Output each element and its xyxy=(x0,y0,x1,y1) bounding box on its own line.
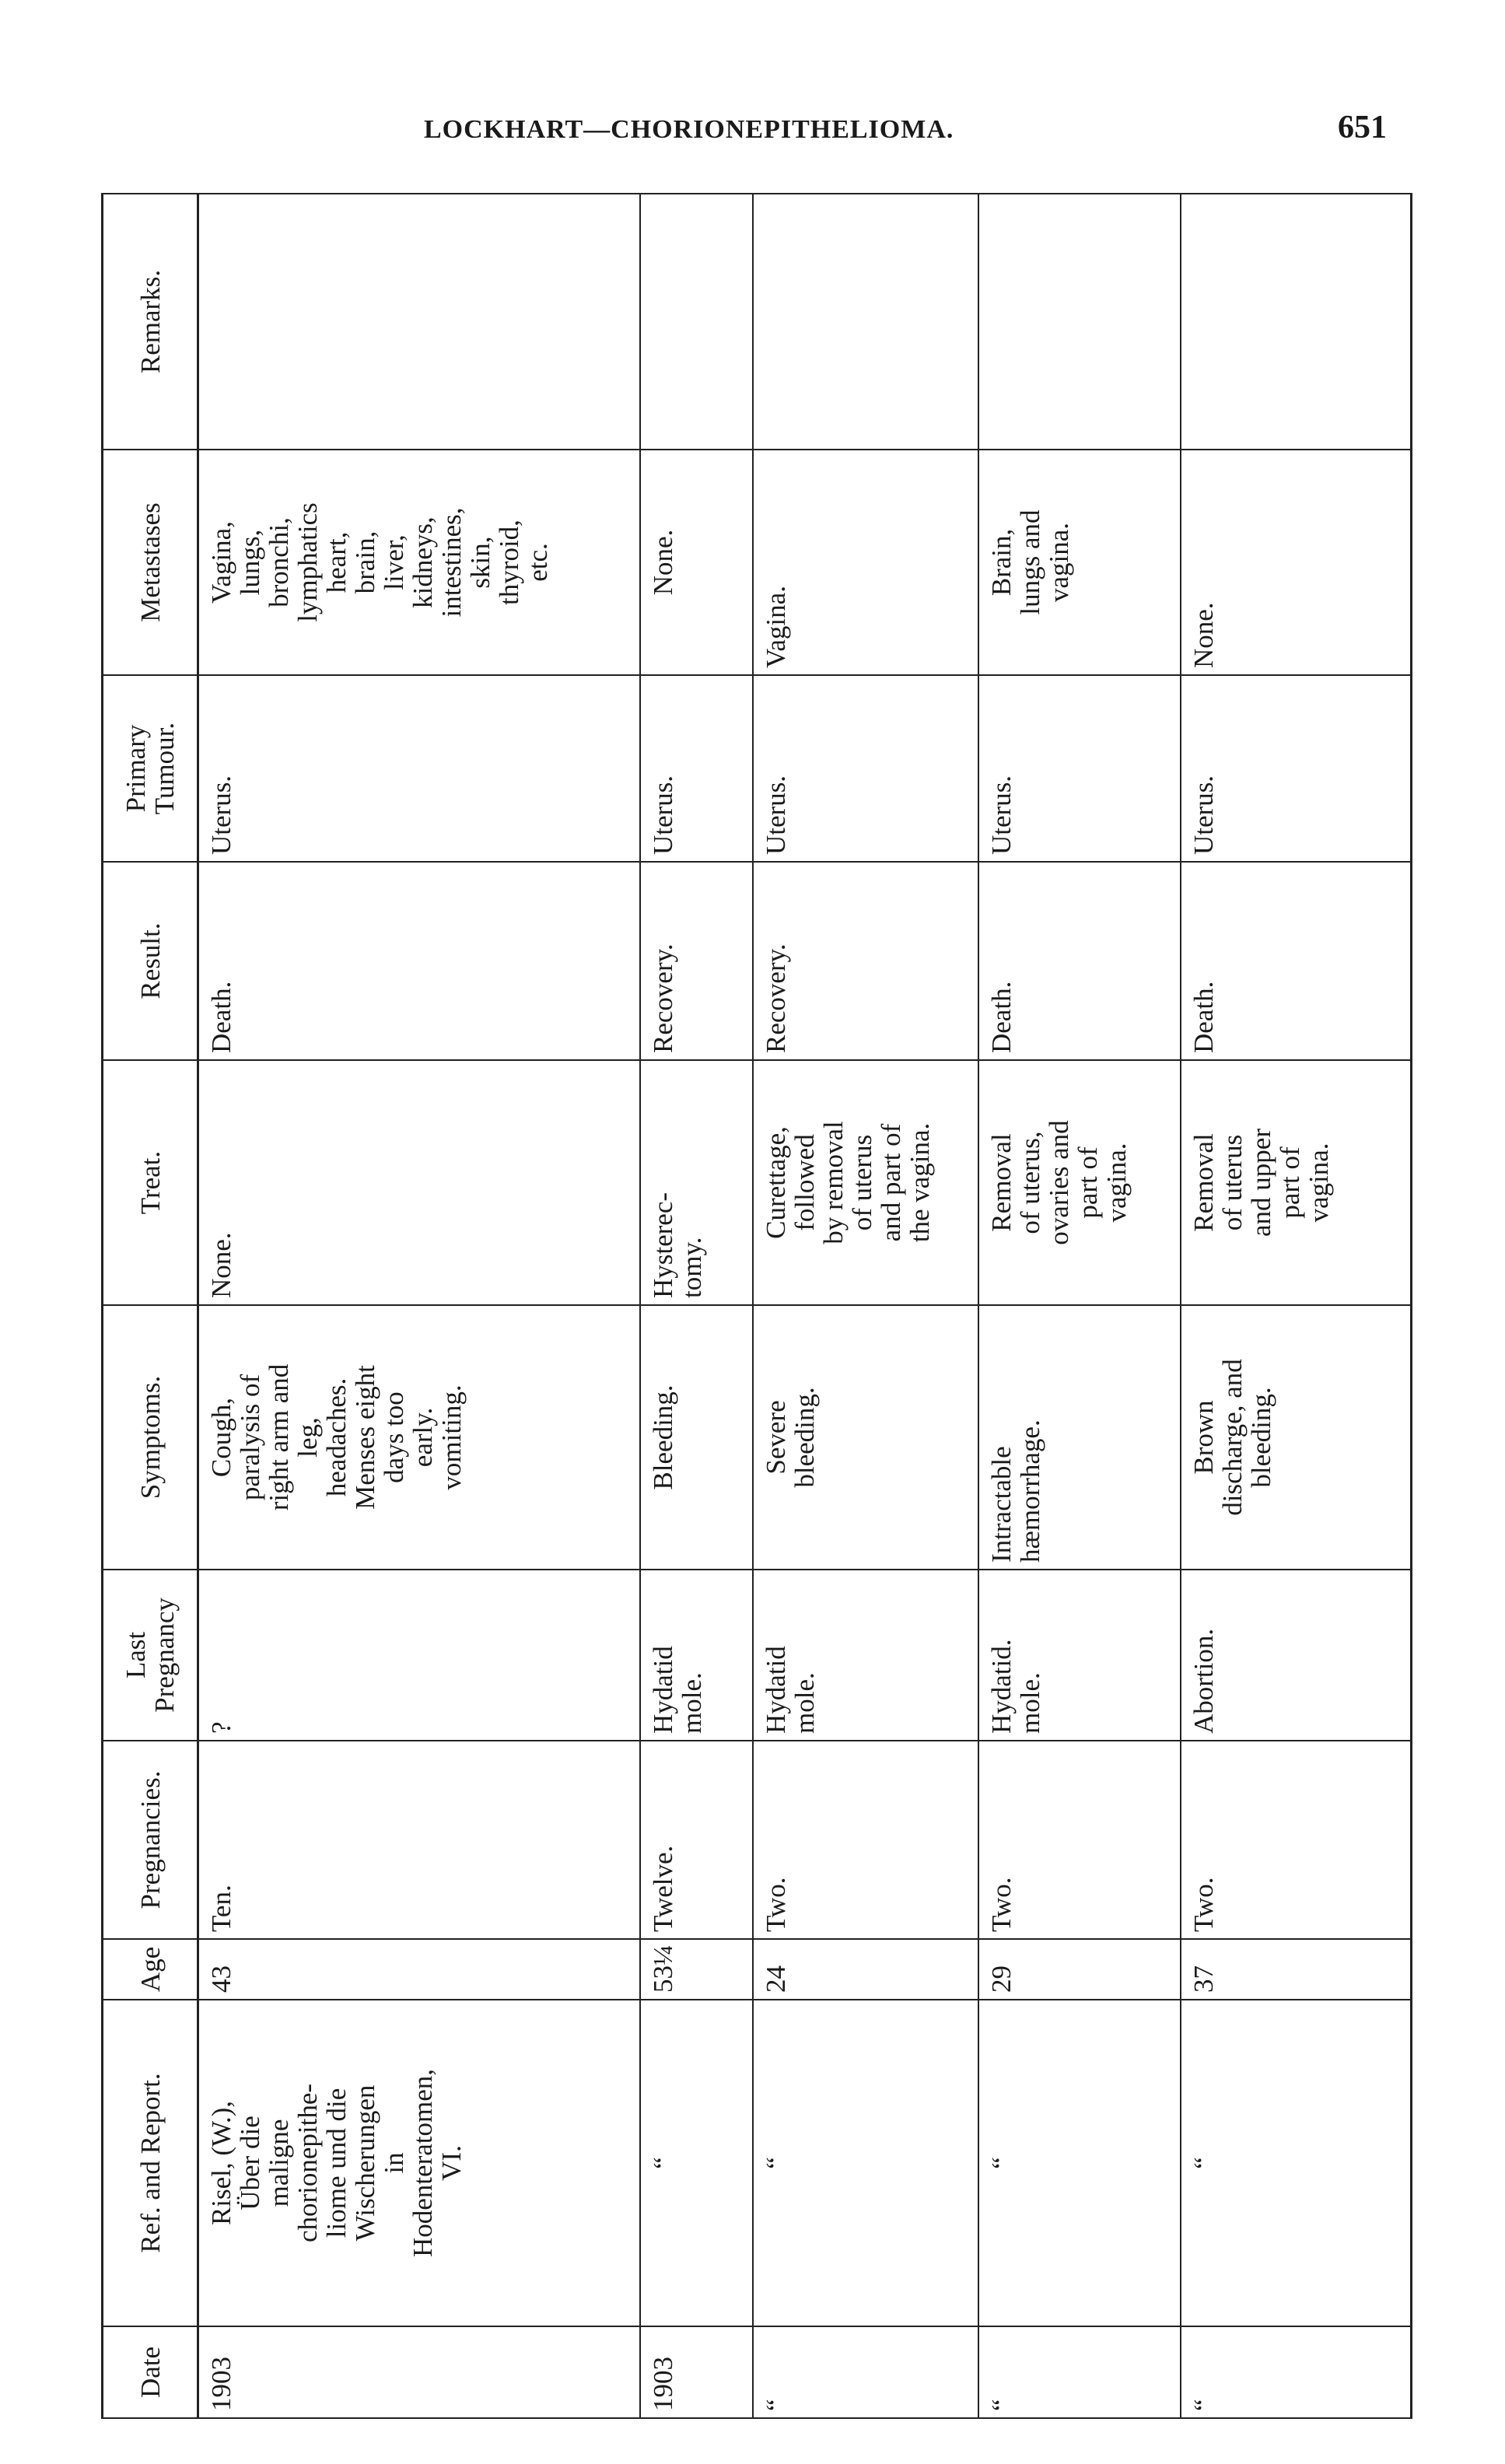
col-header-age: Age xyxy=(103,1939,198,2000)
cell-date: “ xyxy=(753,2326,978,2418)
cell-metastases: None. xyxy=(1181,450,1412,675)
cell-metastases: None. xyxy=(640,450,753,675)
col-header-primary: Primary Tumour. xyxy=(103,675,198,862)
cell-result: Recovery. xyxy=(753,862,978,1060)
cell-primary: Uterus. xyxy=(978,675,1181,862)
cell-last-pregnancy: Hydatid. mole. xyxy=(978,1570,1181,1741)
cell-age: 29 xyxy=(978,1939,1181,2000)
running-title: LOCKHART—CHORIONEPITHELIOMA. xyxy=(424,115,954,144)
cell-last-pregnancy: Abortion. xyxy=(1181,1570,1412,1741)
cell-remarks xyxy=(978,194,1181,450)
cell-date: “ xyxy=(1181,2326,1412,2418)
col-header-treat: Treat. xyxy=(103,1060,198,1305)
cell-ref: “ xyxy=(753,2000,978,2326)
cell-treat: Removal of uterus, ovaries and part of vagina. xyxy=(978,1060,1181,1305)
cell-age: 43 xyxy=(198,1939,640,2000)
rotated-table-page xyxy=(101,194,1408,2419)
col-header-remarks: Remarks. xyxy=(103,194,198,450)
col-header-ref: Ref. and Report. xyxy=(103,2000,198,2326)
cell-treat: Curettage, followed by removal of uterus and part of the vagina. xyxy=(753,1060,978,1305)
running-head xyxy=(0,109,1505,156)
cell-last-pregnancy: Hydatid mole. xyxy=(640,1570,753,1741)
cell-primary: Uterus. xyxy=(753,675,978,862)
table-row xyxy=(978,194,1181,2418)
cell-result: Recovery. xyxy=(640,862,753,1060)
cell-last-pregnancy: ? xyxy=(198,1570,640,1741)
page-number: 651 xyxy=(1338,110,1387,145)
table-row xyxy=(753,194,978,2418)
cell-symptoms: Brown discharge, and bleeding. xyxy=(1181,1305,1412,1570)
cell-ref: “ xyxy=(1181,2000,1412,2326)
cell-primary: Uterus. xyxy=(1181,675,1412,862)
cell-metastases: Vagina, lungs, bronchi, lymphatics heart, brain, liver, kidneys, intestines, skin, thyroid, etc. xyxy=(198,450,640,675)
col-header-symptoms: Symptoms. xyxy=(103,1305,198,1570)
cell-pregnancies: Two. xyxy=(978,1741,1181,1939)
cell-result: Death. xyxy=(1181,862,1412,1060)
cell-pregnancies: Two. xyxy=(753,1741,978,1939)
cell-symptoms: Severe bleeding. xyxy=(753,1305,978,1570)
cell-result: Death. xyxy=(978,862,1181,1060)
col-header-pregnancies: Pregnancies. xyxy=(103,1741,198,1939)
cell-remarks xyxy=(198,194,640,450)
cell-symptoms: Intractable hæmorrhage. xyxy=(978,1305,1181,1570)
col-header-date: Date xyxy=(103,2326,198,2418)
cell-age: 24 xyxy=(753,1939,978,2000)
cell-age: 37 xyxy=(1181,1939,1412,2000)
cell-date: “ xyxy=(978,2326,1181,2418)
cell-date: 1903 xyxy=(198,2326,640,2418)
cell-pregnancies: Ten. xyxy=(198,1741,640,1939)
cell-metastases: Vagina. xyxy=(753,450,978,675)
cell-remarks xyxy=(753,194,978,450)
cell-age: 53¼ xyxy=(640,1939,753,2000)
cell-ref: “ xyxy=(978,2000,1181,2326)
cell-remarks xyxy=(640,194,753,450)
cell-primary: Uterus. xyxy=(198,675,640,862)
col-header-last-pregnancy: Last Pregnancy xyxy=(103,1570,198,1741)
header-row xyxy=(103,194,198,2418)
table-row xyxy=(640,194,753,2418)
cell-pregnancies: Twelve. xyxy=(640,1741,753,1939)
cell-metastases: Brain, lungs and vagina. xyxy=(978,450,1181,675)
cell-ref: Risel, (W.), Über die maligne chorionepithe- liome und die Wischerungen in Hodenteratomen, VI. xyxy=(198,2000,640,2326)
table-row xyxy=(1181,194,1412,2418)
cell-treat: Hysterec- tomy. xyxy=(640,1060,753,1305)
cell-primary: Uterus. xyxy=(640,675,753,862)
table-row xyxy=(198,194,640,2418)
cell-last-pregnancy: Hydatid mole. xyxy=(753,1570,978,1741)
cell-symptoms: Cough, paralysis of right arm and leg, headaches. Menses eight days too early. vomiting. xyxy=(198,1305,640,1570)
cell-ref: “ xyxy=(640,2000,753,2326)
col-header-result: Result. xyxy=(103,862,198,1060)
cell-symptoms: Bleeding. xyxy=(640,1305,753,1570)
case-table xyxy=(101,193,1412,2419)
cell-remarks xyxy=(1181,194,1412,450)
col-header-metastases: Metastases xyxy=(103,450,198,675)
cell-treat: Removal of uterus and upper part of vagina. xyxy=(1181,1060,1412,1305)
cell-date: 1903 xyxy=(640,2326,753,2418)
cell-pregnancies: Two. xyxy=(1181,1741,1412,1939)
cell-result: Death. xyxy=(198,862,640,1060)
cell-treat: None. xyxy=(198,1060,640,1305)
